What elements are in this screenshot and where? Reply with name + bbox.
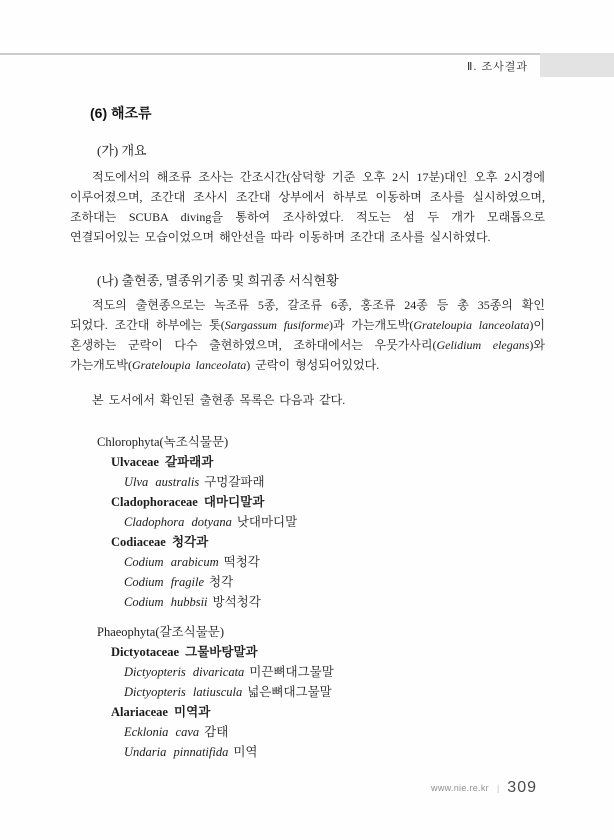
- species-korean-name: 넓은뼈대그물말: [247, 685, 332, 699]
- text-segment: )와: [529, 338, 545, 352]
- species-korean-name: 미역: [233, 745, 258, 759]
- species-latin-name: Ecklonia cava: [124, 725, 200, 739]
- taxonomy-group-chlorophyta: [70, 432, 545, 612]
- section-heading: (6) 해조류: [90, 105, 152, 121]
- text-segment: 가는개도박(: [70, 358, 132, 372]
- paragraph-line: [70, 335, 545, 355]
- header-section-label: Ⅱ. 조사결과: [466, 61, 528, 73]
- family-heading: Cladophoraceae 대마디말과: [111, 495, 265, 509]
- species-latin-name: Ulva australis: [124, 475, 200, 489]
- species-korean-name: 감태: [204, 725, 229, 739]
- paragraph-line: 연결되어있는 모습이었으며 해안선을 따라 이동하며 조간대 조사를 실시하였다.: [70, 230, 491, 244]
- species-korean-name: 청각: [209, 575, 234, 589]
- paragraph-line: [70, 355, 545, 375]
- text-segment: )과 가는개도박(: [329, 318, 414, 332]
- family-heading: Codiaceae 청각과: [111, 535, 209, 549]
- species-list-intro: 본 도서에서 확인된 출현종 목록은 다음과 같다.: [92, 393, 346, 407]
- subsection-a-heading: (가) 개요: [97, 143, 147, 158]
- footer-url: www.nie.re.kr: [431, 783, 489, 793]
- overview-paragraph: [70, 167, 545, 247]
- taxonomy-list: [70, 432, 545, 762]
- footer-page-number: 309: [507, 779, 537, 796]
- text-segment: ) 군락이 형성되어있었다.: [246, 358, 380, 372]
- species-item: [70, 722, 545, 742]
- species-latin-name: Dictyopteris latiuscula: [124, 685, 243, 699]
- page-content: [70, 0, 545, 762]
- species-latin-name: Dictyopteris divaricata: [124, 665, 245, 679]
- paragraph-line: 적도의 출현종으로는 녹조류 5종, 갈조류 6종, 홍조류 24종 등 총 35종의 확인: [92, 298, 545, 312]
- scientific-name: Grateloupia lanceolata: [131, 358, 247, 372]
- paragraph-line: 이루어졌으며, 조간대 조사시 조간대 상부에서 하부로 이동하며 조사를 실시하였으며,: [70, 190, 545, 204]
- species-latin-name: Cladophora dotyana: [124, 515, 232, 529]
- text-segment: 혼생하는 군락이 다수 출현하였으며, 조하대에서는 우뭇가사리(: [70, 338, 437, 352]
- species-latin-name: Codium arabicum: [124, 555, 219, 569]
- species-korean-name: 미끈뼈대그물말: [249, 665, 334, 679]
- family-heading: Dictyotaceae 그물바탕말과: [111, 645, 258, 659]
- species-item: [70, 552, 545, 572]
- phylum-heading: Phaeophyta(갈조식물문): [97, 625, 225, 639]
- species-status-paragraph: [70, 295, 545, 375]
- species-korean-name: 구멍갈파래: [204, 475, 265, 489]
- scientific-name: Sargassum fusiforme: [224, 318, 330, 332]
- species-korean-name: 방석청각: [212, 595, 261, 609]
- phylum-heading: Chlorophyta(녹조식물문): [97, 435, 229, 449]
- subsection-b-heading: (나) 출현종, 멸종위기종 및 희귀종 서식현황: [97, 273, 339, 288]
- species-korean-name: 낫대마디말: [236, 515, 298, 529]
- species-item: [70, 472, 545, 492]
- footer-separator: |: [496, 783, 500, 793]
- paragraph-line: 적도에서의 해조류 조사는 간조시간(삼덕항 기준 오후 2시 17분)대인 오후 2시경에: [92, 170, 545, 184]
- species-item: [70, 662, 545, 682]
- species-item: [70, 512, 545, 532]
- family-heading: Alariaceae 미역과: [111, 705, 211, 719]
- species-item: [70, 572, 545, 592]
- scientific-name: Gelidium elegans: [436, 338, 530, 352]
- species-latin-name: Codium fragile: [124, 575, 205, 589]
- header-tab-box: [540, 53, 614, 77]
- text-segment: 되었다. 조간대 하부에는 톳(: [70, 318, 225, 332]
- taxonomy-group-phaeophyta: [70, 622, 545, 762]
- scientific-name: Grateloupia lanceolata: [413, 318, 530, 332]
- paragraph-line: 조하대는 SCUBA diving을 통하여 조사하였다. 적도는 섬 두 개가 모래톱으로: [70, 210, 545, 224]
- text-segment: )이: [529, 318, 545, 332]
- page-footer: [431, 779, 537, 797]
- paragraph-line: [70, 315, 545, 335]
- species-latin-name: Undaria pinnatifida: [124, 745, 229, 759]
- species-item: [70, 592, 545, 612]
- species-item: [70, 682, 545, 702]
- family-heading: Ulvaceae 갈파래과: [111, 455, 214, 469]
- species-item: [70, 742, 545, 762]
- species-korean-name: 떡청각: [223, 555, 260, 569]
- species-latin-name: Codium hubbsii: [124, 595, 208, 609]
